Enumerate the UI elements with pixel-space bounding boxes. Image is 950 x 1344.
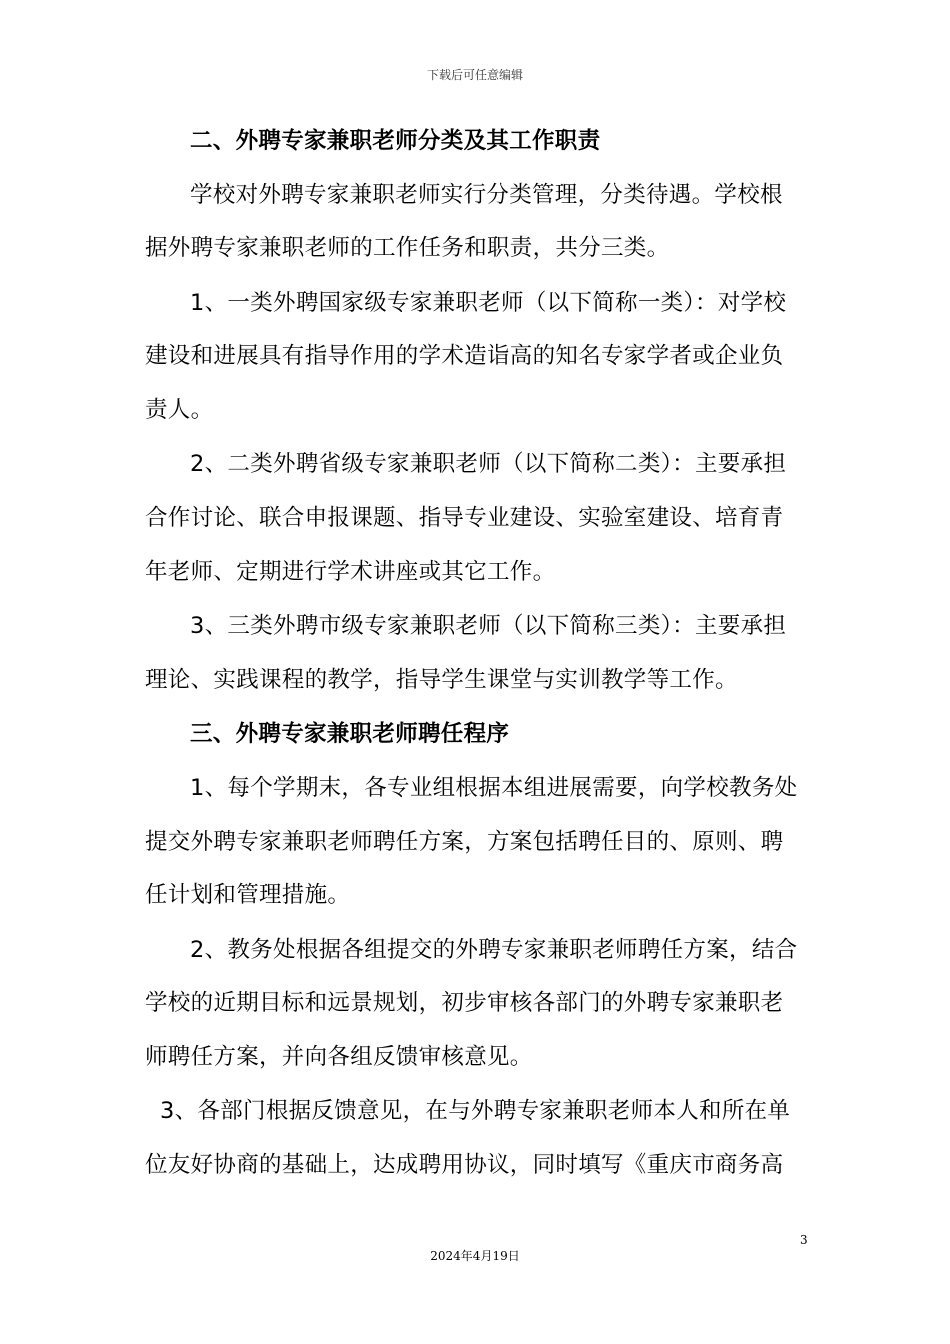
paragraph-line: 学校对外聘专家兼职老师实行分类管理，分类待遇。学校根 — [190, 182, 783, 208]
paragraph-line: 3、三类外聘市级专家兼职老师（以下简称三类）：主要承担 — [190, 613, 787, 639]
footer-date: 2024年4月19日 — [430, 1249, 520, 1263]
paragraph-line: 理论、实践课程的教学，指导学生课堂与实训教学等工作。 — [145, 667, 738, 693]
paragraph-line: 合作讨论、联合申报课题、指导专业建设、实验室建设、培育青 — [145, 505, 784, 531]
paragraph-line: 2、二类外聘省级专家兼职老师（以下简称二类）：主要承担 — [190, 451, 787, 477]
paragraph-line: 责人。 — [145, 397, 214, 423]
paragraph-line: 年老师、定期进行学术讲座或其它工作。 — [145, 559, 556, 585]
paragraph-line: 1、每个学期末，各专业组根据本组进展需要，向学校教务处 — [190, 775, 798, 801]
paragraph-line: 3、各部门根据反馈意见，在与外聘专家兼职老师本人和所在单 — [160, 1098, 791, 1124]
paragraph-line: 建设和进展具有指导作用的学术造诣高的知名专家学者或企业负 — [145, 343, 784, 369]
header-note: 下载后可任意编辑 — [426, 68, 523, 82]
paragraph-line: 提交外聘专家兼职老师聘任方案，方案包括聘任目的、原则、聘 — [145, 829, 784, 855]
paragraph-line: 任计划和管理措施。 — [145, 882, 351, 908]
paragraph-line: 师聘任方案，并向各组反馈审核意见。 — [145, 1044, 533, 1070]
page-number: 3 — [800, 1233, 808, 1247]
paragraph-line: 1、一类外聘国家级专家兼职老师（以下简称一类）：对学校 — [190, 290, 787, 316]
paragraph-line: 据外聘专家兼职老师的工作任务和职责，共分三类。 — [145, 235, 670, 261]
paragraph-line: 学校的近期目标和远景规划，初步审核各部门的外聘专家兼职老 — [145, 990, 784, 1016]
paragraph-line: 2、教务处根据各组提交的外聘专家兼职老师聘任方案，结合 — [190, 937, 798, 963]
section-heading-2: 二、外聘专家兼职老师分类及其工作职责 — [190, 128, 601, 154]
paragraph-line: 位友好协商的基础上，达成聘用协议，同时填写《重庆市商务高 — [145, 1152, 784, 1178]
section-heading-3: 三、外聘专家兼职老师聘任程序 — [190, 721, 510, 747]
